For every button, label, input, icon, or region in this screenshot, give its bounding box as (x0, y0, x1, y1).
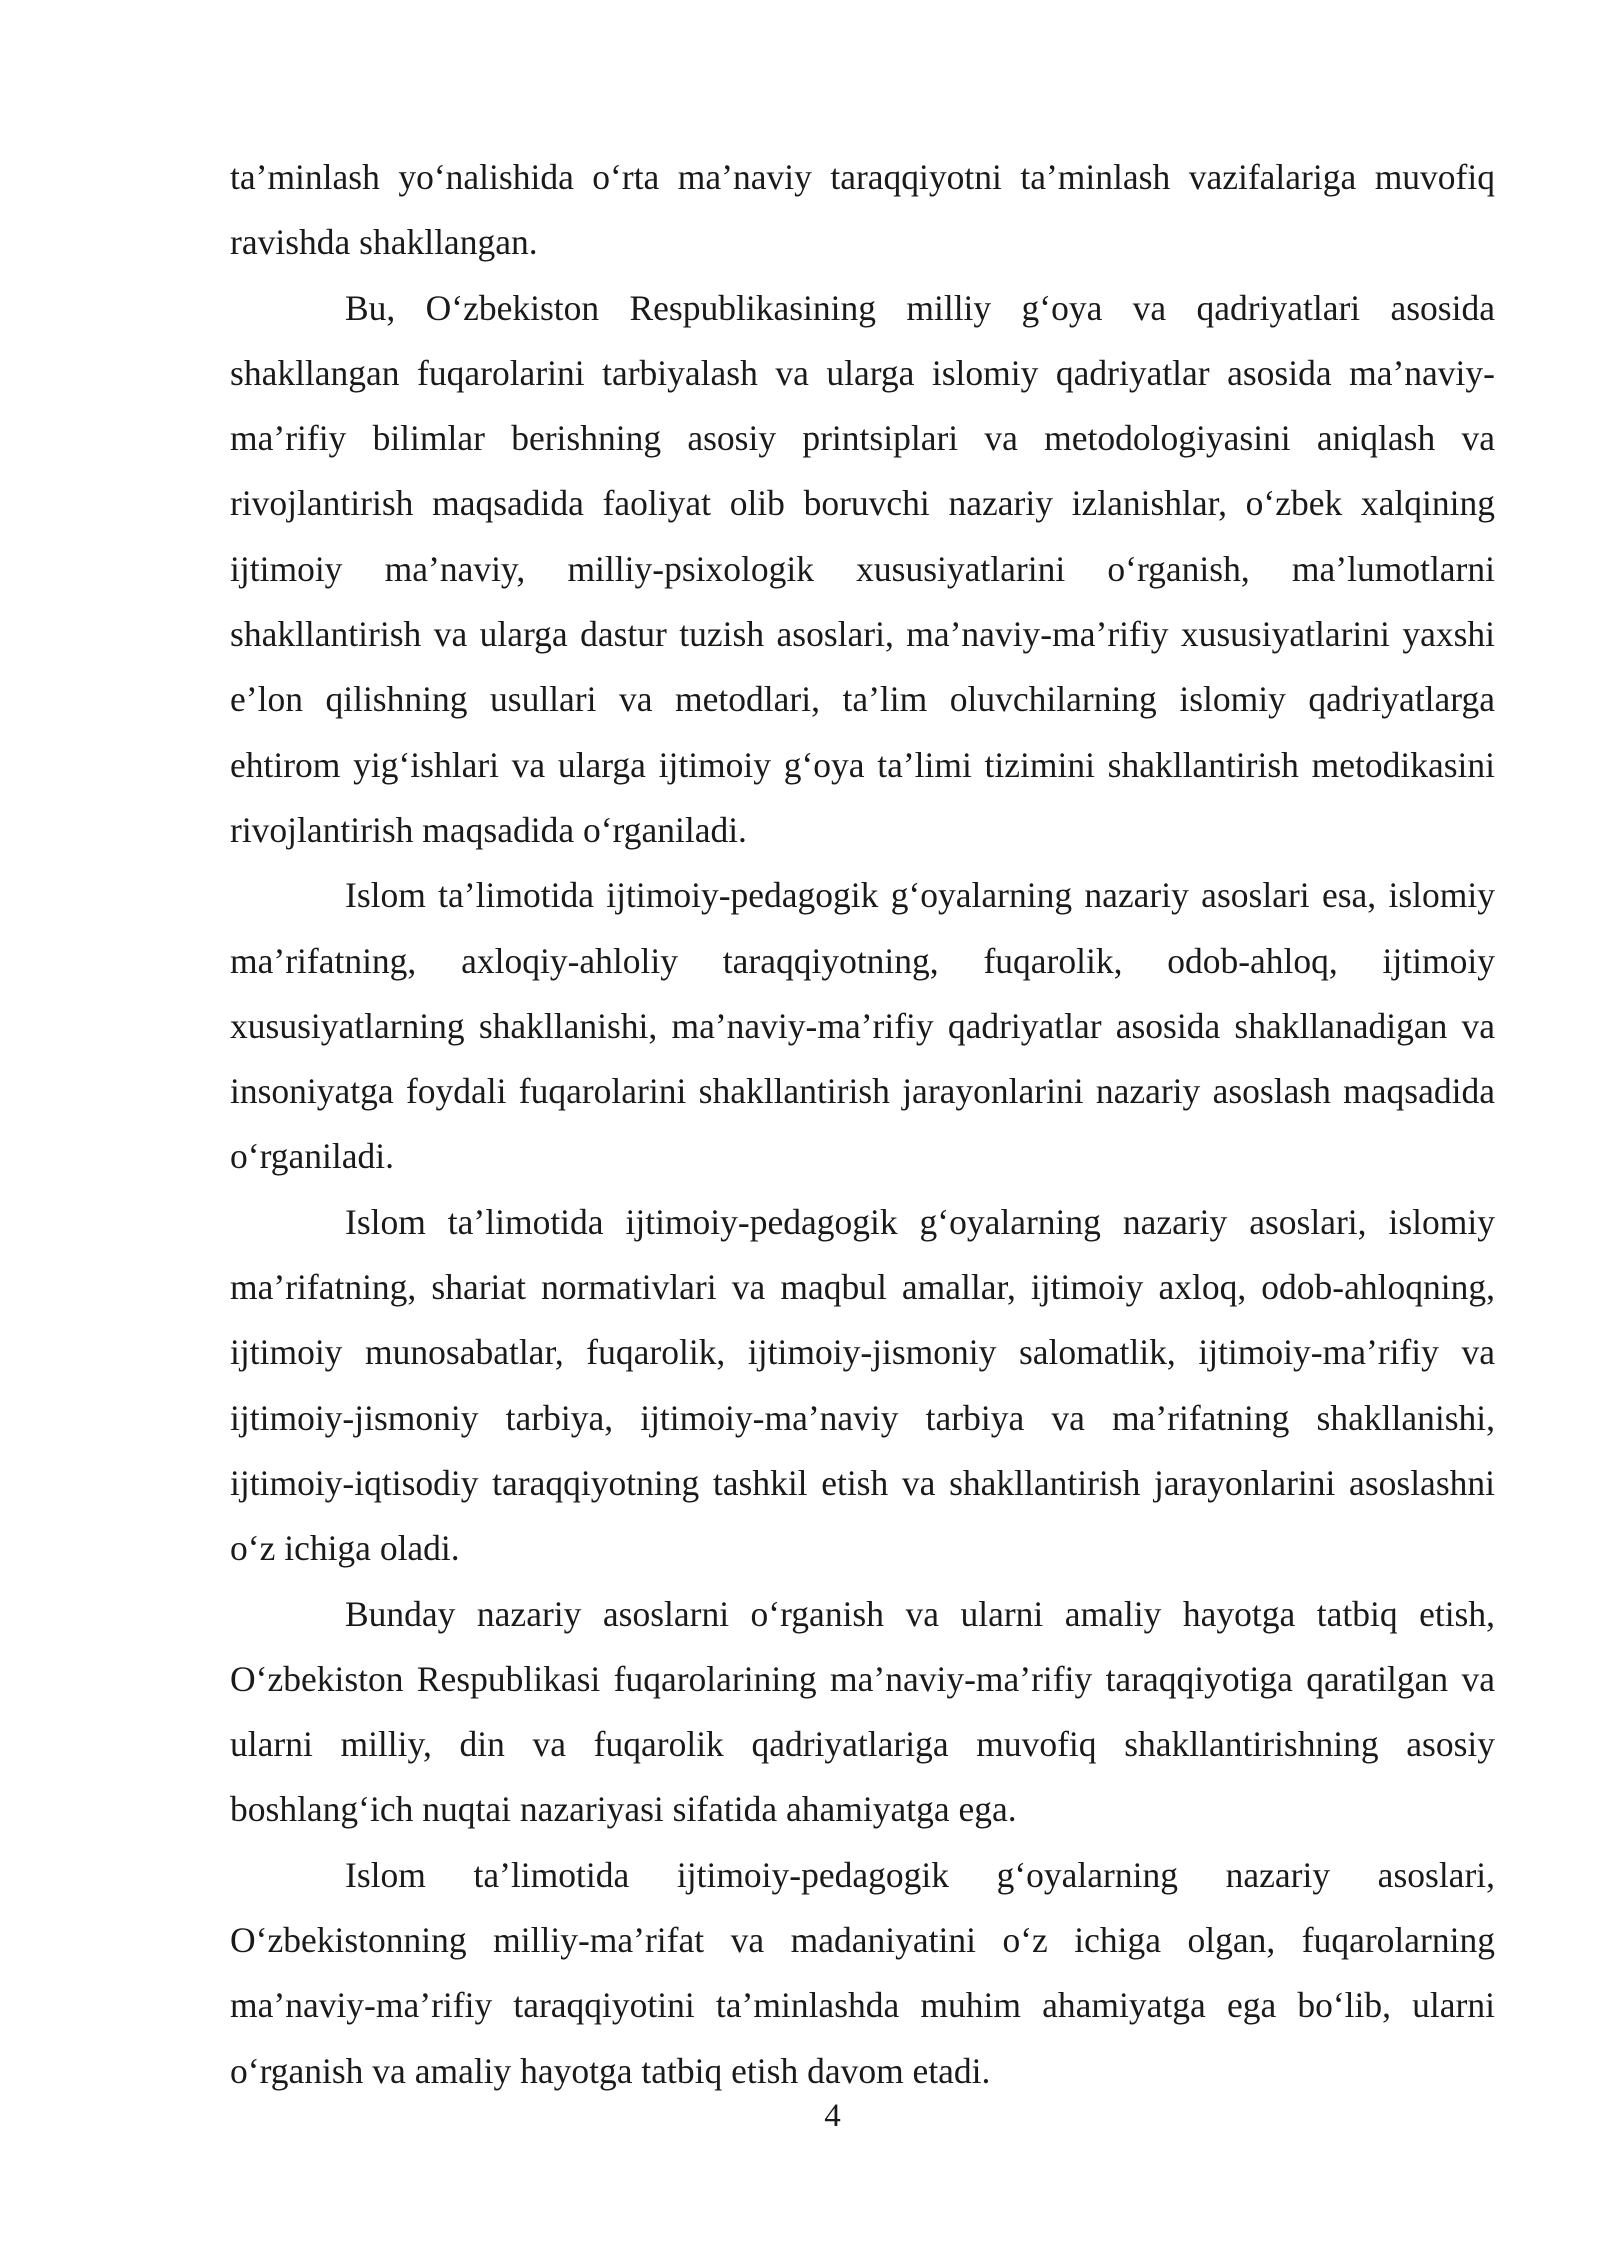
paragraph: Islom ta’limotida ijtimoiy-pedagogik g‘oyalarning nazariy asoslari, islomiy ma’rifatning, shariat normativlari va maqbul amallar, ijtimoiy axloq, odob-ahloqning, ijtimoiy munosabatlar, fuqarolik, ijtimoiy-jismoniy salomatlik, ijtimoiy-ma’rifiy va ijtimoiy-jismoniy tarbiya, ijtimoiy-ma’naviy tarbiya va ma’rifatning shakllanishi, ijtimoiy-iqtisodiy taraqqiyotning tashkil etish va shakllantirish jarayonlarini asoslashni o‘z ichiga oladi. (230, 1201, 1495, 1569)
paragraph: Bu, O‘zbekiston Respublikasining milliy g‘oya va qadriyatlari asosida shakllangan fuqarolarini tarbiyalash va ularga islomiy qadriyatlar asosida ma’naviy-ma’rifiy bilimlar berishning asosiy printsiplari va metodologiyasini aniqlash va rivojlantirish maqsadida faoliyat olib boruvchi nazariy izlanishlar, o‘zbek xalqining ijtimoiy ma’naviy, milliy-psixologik xususiyatlarini o‘rganish, ma’lumotlarni shakllantirish va ularga dastur tuzish asoslari, ma’naviy-ma’rifiy xususiyatlarini yaxshi e’lon qilishning usullari va metodlari, ta’lim oluvchilarning islomiy qadriyatlarga ehtirom yig‘ishlari va ularga ijtimoiy g‘oya ta’limi tizimini shakllantirish metodikasini rivojlantirish maqsadida o‘rganiladi. (230, 287, 1495, 850)
paragraph: Islom ta’limotida ijtimoiy-pedagogik g‘oyalarning nazariy asoslari esa, islomiy ma’rifatning, axloqiy-ahloliy taraqqiyotning, fuqarolik, odob-ahloq, ijtimoiy xususiyatlarning shakllanishi, ma’naviy-ma’rifiy qadriyatlar asosida shakllanadigan va insoniyatga foydali fuqarolarini shakllantirish jarayonlarini nazariy asoslash maqsadida o‘rganiladi. (230, 875, 1495, 1177)
page-number: 4 (824, 2098, 841, 2134)
paragraph: ta’minlash yo‘nalishida o‘rta ma’naviy taraqqiyotni ta’minlash vazifalariga muvofiq ravishda shakllangan. (230, 157, 1495, 263)
paragraph: Islom ta’limotida ijtimoiy-pedagogik g‘oyalarning nazariy asoslari, O‘zbekistonning milliy-ma’rifat va madaniyatini o‘z ichiga olgan, fuqarolarning ma’naviy-ma’rifiy taraqqiyotini ta’minlashda muhim ahamiyatga ega bo‘lib, ularni o‘rganish va amaliy hayotga tatbiq etish davom etadi. (230, 1854, 1495, 2091)
body-text (230, 145, 1495, 2104)
paragraph: Bunday nazariy asoslarni o‘rganish va ularni amaliy hayotga tatbiq etish, O‘zbekiston Respublikasi fuqarolarining ma’naviy-ma’rifiy taraqqiyotiga qaratilgan va ularni milliy, din va fuqarolik qadriyatlariga muvofiq shakllantirishning asosiy boshlang‘ich nuqtai nazariyasi sifatida ahamiyatga ega. (230, 1593, 1495, 1830)
